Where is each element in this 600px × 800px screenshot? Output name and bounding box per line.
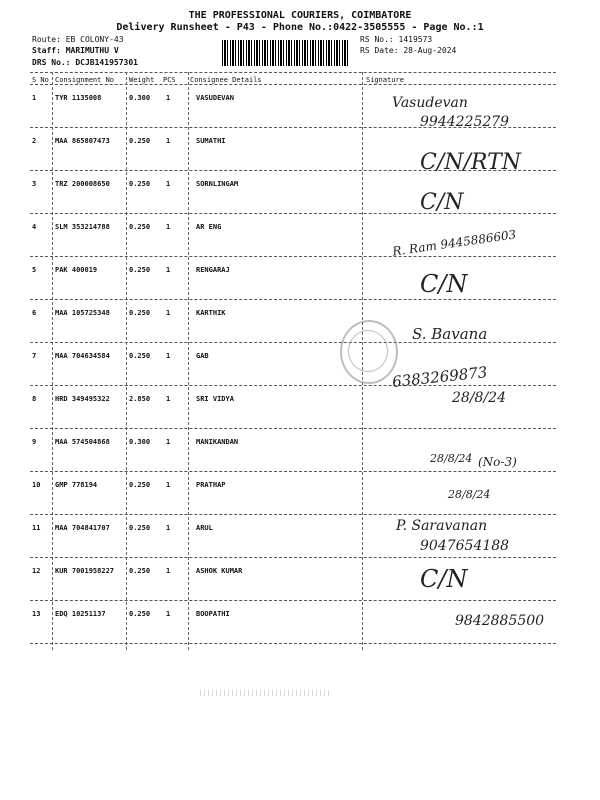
col-header-sno: S No xyxy=(32,76,49,84)
col-header-pcs: PCS xyxy=(163,76,176,84)
row-sno: 4 xyxy=(32,223,37,231)
row-rule xyxy=(30,600,556,601)
row-pcs: 1 xyxy=(166,94,171,102)
signature-r13-phone: 9842885500 xyxy=(455,613,545,629)
row-pcs: 1 xyxy=(166,610,171,618)
col-header-weight: Weight xyxy=(129,76,155,84)
row-consignment-no: MAA 105725348 xyxy=(55,309,110,317)
col-divider xyxy=(126,72,127,650)
row-consignee: MANIKANDAN xyxy=(196,438,239,446)
row-sno: 9 xyxy=(32,438,37,446)
row-consignment-no: MAA 865807473 xyxy=(55,137,110,145)
row-weight: 0.250 xyxy=(129,610,151,618)
row-weight: 0.250 xyxy=(129,180,151,188)
row-sno: 2 xyxy=(32,137,37,145)
row-sno: 12 xyxy=(32,567,41,575)
row-weight: 0.250 xyxy=(129,352,151,360)
row-pcs: 1 xyxy=(166,266,171,274)
col-header-consignment: Consignment No xyxy=(55,76,115,84)
col-divider xyxy=(52,72,53,650)
row-consignment-no: MAA 704634584 xyxy=(55,352,110,360)
signature-r9-date: 28/8/24 xyxy=(430,452,473,465)
row-consignment-no: EDQ 10251137 xyxy=(55,610,106,618)
row-weight: 0.250 xyxy=(129,137,151,145)
row-weight: 0.250 xyxy=(129,223,151,231)
row-sno: 10 xyxy=(32,481,41,489)
row-consignee: ASHOK KUMAR xyxy=(196,567,243,575)
runsheet-subtitle: Delivery Runsheet - P43 - Phone No.:0422-3505555 - Page No.:1 xyxy=(116,22,484,33)
row-weight: 2.850 xyxy=(129,395,151,403)
route-label: Route: EB COLONY-43 xyxy=(32,35,124,44)
row-weight: 0.250 xyxy=(129,266,151,274)
row-pcs: 1 xyxy=(166,395,171,403)
row-consignee: PRATHAP xyxy=(196,481,226,489)
row-consignment-no: TYR 1135008 xyxy=(55,94,102,102)
row-rule xyxy=(30,213,556,214)
row-pcs: 1 xyxy=(166,309,171,317)
company-title: THE PROFESSIONAL COURIERS, COIMBATORE xyxy=(188,10,412,21)
row-consignment-no: TRZ 200008650 xyxy=(55,180,110,188)
row-consignment-no: KUR 7001958227 xyxy=(55,567,115,575)
row-rule xyxy=(30,428,556,429)
row-consignee: RENGARAJ xyxy=(196,266,230,274)
row-weight: 0.300 xyxy=(129,94,151,102)
row-sno: 1 xyxy=(32,94,37,102)
row-consignment-no: MAA 574504868 xyxy=(55,438,110,446)
signature-r1-phone: 9944225279 xyxy=(420,114,510,130)
signature-r7: 6383269873 xyxy=(391,363,489,391)
row-consignment-no: SLM 353214788 xyxy=(55,223,110,231)
row-rule xyxy=(30,557,556,558)
row-weight: 0.300 xyxy=(129,438,151,446)
signature-r10: 28/8/24 xyxy=(448,488,491,501)
row-pcs: 1 xyxy=(166,352,171,360)
signature-r11-phone: 9047654188 xyxy=(420,538,510,554)
row-consignee: GAB xyxy=(196,352,209,360)
signature-r2: C/N/RTN xyxy=(420,150,522,175)
barcode xyxy=(222,40,350,66)
staff-label: Staff: MARIMUTHU V xyxy=(32,46,119,55)
col-header-consignee: Consignee Details xyxy=(190,76,262,84)
row-weight: 0.250 xyxy=(129,481,151,489)
row-consignment-no: MAA 704841707 xyxy=(55,524,110,532)
row-sno: 7 xyxy=(32,352,37,360)
row-consignee: ARUL xyxy=(196,524,213,532)
signature-r8: 28/8/24 xyxy=(452,390,506,406)
row-pcs: 1 xyxy=(166,567,171,575)
row-consignment-no: GMP 778194 xyxy=(55,481,98,489)
row-pcs: 1 xyxy=(166,223,171,231)
col-header-signature: Signature xyxy=(366,76,404,84)
row-consignee: AR ENG xyxy=(196,223,222,231)
row-consignment-no: PAK 400019 xyxy=(55,266,98,274)
row-rule xyxy=(30,299,556,300)
row-consignee: KARTHIK xyxy=(196,309,226,317)
signature-r4: R. Ram 9445886603 xyxy=(391,227,518,259)
row-weight: 0.250 xyxy=(129,524,151,532)
row-sno: 3 xyxy=(32,180,37,188)
row-pcs: 1 xyxy=(166,481,171,489)
signature-r3: C/N xyxy=(420,190,464,215)
rs-number: RS No.: 1419573 xyxy=(360,35,433,44)
row-rule xyxy=(30,471,556,472)
row-pcs: 1 xyxy=(166,438,171,446)
signature-r11-name: P. Saravanan xyxy=(396,518,488,534)
signature-r12: C/N xyxy=(420,565,468,593)
row-rule xyxy=(30,256,556,257)
row-sno: 8 xyxy=(32,395,37,403)
row-weight: 0.250 xyxy=(129,309,151,317)
row-rule xyxy=(30,643,556,644)
row-weight: 0.250 xyxy=(129,567,151,575)
row-pcs: 1 xyxy=(166,137,171,145)
signature-r6: S. Bavana xyxy=(412,325,488,343)
signature-r9-note: (No-3) xyxy=(478,455,517,469)
row-consignee: SRI VIDYA xyxy=(196,395,234,403)
table-top-rule xyxy=(30,72,556,73)
row-pcs: 1 xyxy=(166,524,171,532)
row-sno: 13 xyxy=(32,610,41,618)
col-divider xyxy=(188,72,189,650)
row-consignee: SORNLINGAM xyxy=(196,180,239,188)
scan-artifact xyxy=(200,690,330,696)
row-consignee: SUMATHI xyxy=(196,137,226,145)
row-sno: 11 xyxy=(32,524,41,532)
row-consignee: VASUDEVAN xyxy=(196,94,234,102)
signature-r1-name: Vasudevan xyxy=(392,95,468,111)
row-sno: 5 xyxy=(32,266,37,274)
row-rule xyxy=(30,514,556,515)
row-rule xyxy=(30,385,556,386)
row-pcs: 1 xyxy=(166,180,171,188)
row-consignment-no: HRD 349495322 xyxy=(55,395,110,403)
header-rule xyxy=(30,84,556,85)
drs-number: DRS No.: DCJB141957301 xyxy=(32,58,138,67)
delivery-stamp-inner xyxy=(348,330,388,372)
row-consignee: BOOPATHI xyxy=(196,610,230,618)
rs-date: RS Date: 28-Aug-2024 xyxy=(360,46,457,55)
row-sno: 6 xyxy=(32,309,37,317)
signature-r5: C/N xyxy=(420,270,468,298)
